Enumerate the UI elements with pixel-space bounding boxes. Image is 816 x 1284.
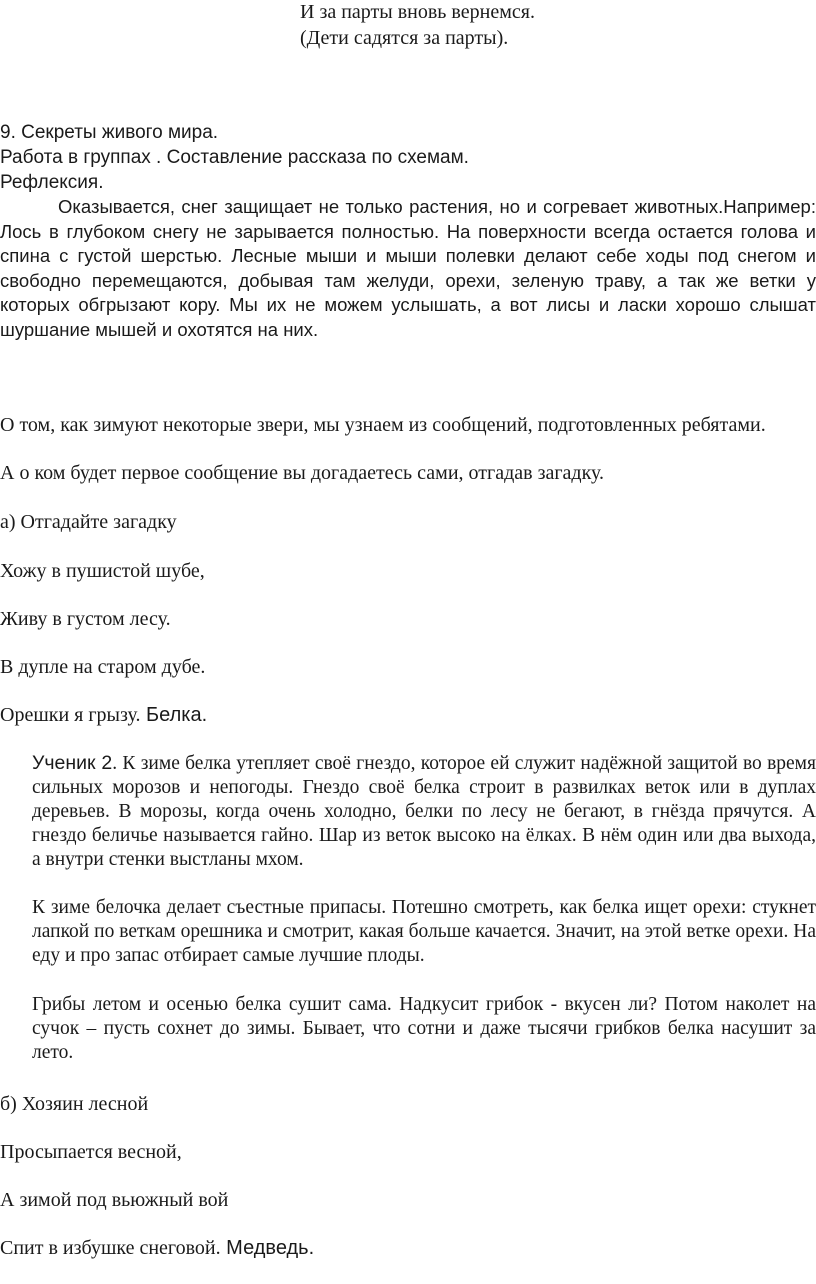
student-label: Ученик 2 (32, 752, 113, 774)
riddle-b-line-2: А зимой под вьюжный вой (0, 1189, 229, 1211)
student-paragraph-2: К зиме белочка делает съестные припасы. Потешно смотреть, как белка ищет орехи: стукнет лапкой по веткам орешника и смотрит, какая больше качается. Значит, на этой ветке орехи. На еду и про запас отбирает самые лучшие плоды. (32, 897, 816, 966)
riddle-a-line-3: В дупле на старом дубе. (0, 656, 206, 678)
riddle-a-line-4-text: Орешки я грызу (0, 704, 136, 726)
group-work-line: Работа в группах . Составление рассказа по схемам. (0, 147, 469, 168)
riddle-a-answer: Белка. (140, 704, 208, 726)
intro-line-2: (Дети садятся за парты). (300, 27, 509, 49)
riddle-a-title: а) Отгадайте загадку (0, 511, 177, 533)
riddle-b-line-3 (0, 1236, 314, 1260)
messages-intro: О том, как зимуют некоторые звери, мы узнаем из сообщений, подготовленных ребятами. (0, 414, 766, 436)
riddle-b-answer-separator: . (215, 1237, 221, 1259)
riddle-a-line-2: Живу в густом лесу. (0, 608, 171, 630)
student-paragraph-1-text: . К зиме белка утепляет своё гнездо, которое ей служит надёжной защитой во время сильных морозов и непогоды. Гнездо своё белка строит в развилках веток или в дуплах деревьев. В морозы, когда очень холодно, белки по лесу не бегают, в гнёзда прячутся. А гнездо беличье называется гайно. Шар из веток высоко на ёлках. В нём один или два выхода, а внутри стенки выстланы мхом. (32, 753, 816, 870)
first-message-line: А о ком будет первое сообщение вы догадаетесь сами, отгадав загадку. (0, 462, 605, 484)
riddle-a-line-1: Хожу в пушистой шубе, (0, 560, 205, 582)
riddle-b-answer: Медведь. (220, 1237, 315, 1259)
reflection-line: Рефлексия. (0, 172, 104, 193)
section-heading: 9. Секреты живого мира. (0, 122, 219, 143)
riddle-b-line-1: Просыпается весной, (0, 1141, 182, 1163)
intro-line-1: И за парты вновь вернемся. (300, 1, 535, 23)
student-paragraph-3: Грибы летом и осенью белка сушит сама. Надкусит грибок - вкусен ли? Потом наколет на сучок – пусть сохнет до зимы. Бывает, что сотни и даже тысячи грибков белка насушит за лето. (32, 994, 816, 1063)
riddle-b-title: б) Хозяин лесной (0, 1093, 149, 1115)
riddle-a-line-4 (0, 703, 207, 727)
riddle-a-answer-separator: . (135, 704, 141, 726)
riddle-b-line-3-text: Спит в избушке снеговой (0, 1237, 216, 1259)
student-paragraph-1 (32, 751, 816, 872)
snow-paragraph: Оказывается, снег защищает не только растения, но и согревает животных.Например: Лось в глубоком снегу не зарывается полностью. На поверхности всегда остается голова и спина с густой шерстью. Лесные мыши и мыши полевки делают себе ходы под снегом и свободно перемещаются, добывая там желуди, орехи, зеленую траву, а так же ветки у которых обгрызают кору. Мы их не можем услышать, а вот лисы и ласки хорошо слышат шуршание мышей и охотятся на них. (0, 196, 816, 340)
